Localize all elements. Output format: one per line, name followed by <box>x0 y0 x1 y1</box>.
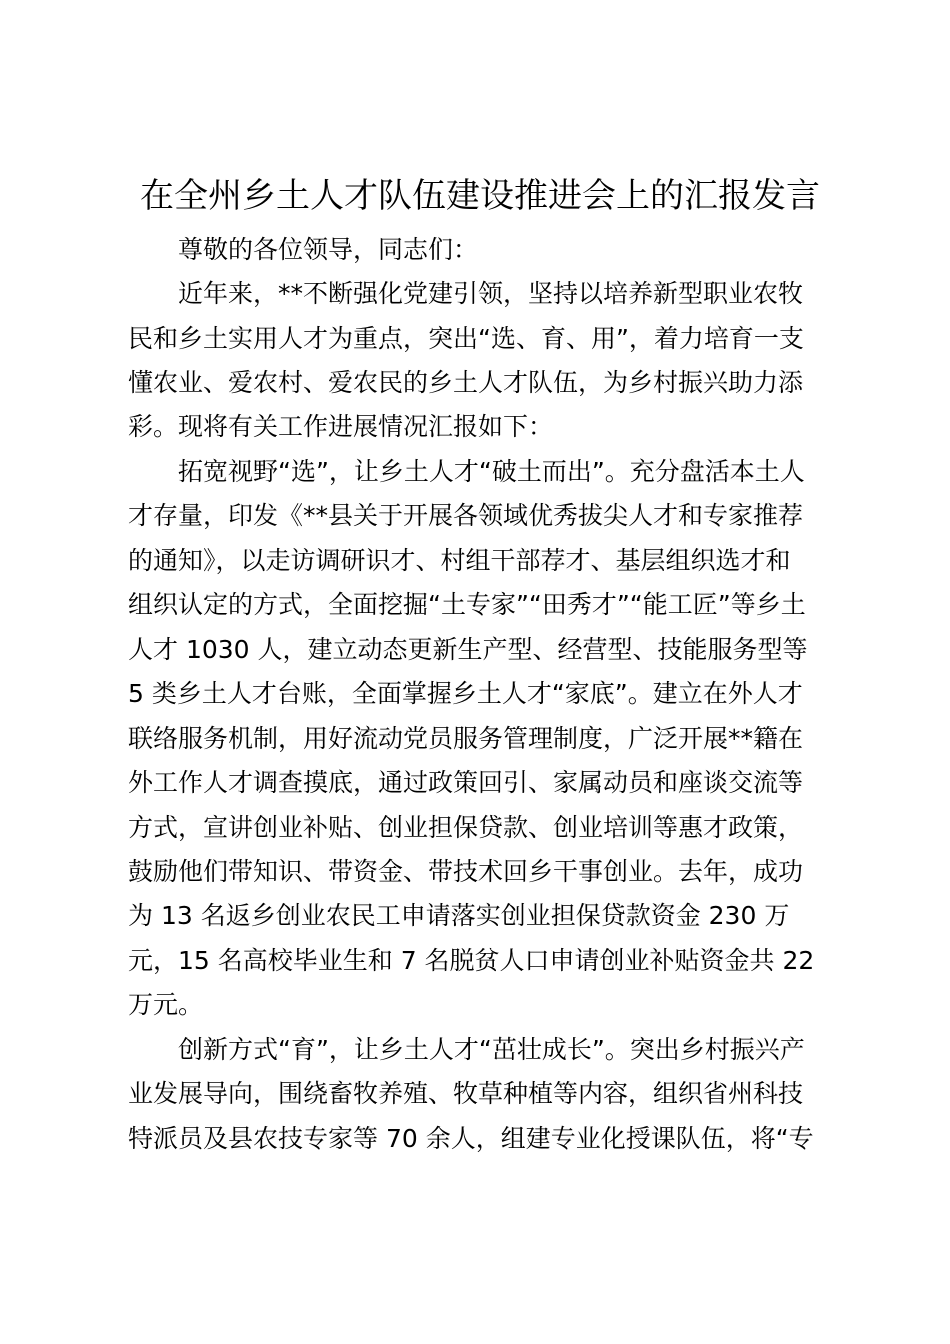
paragraph-line: 的通知》，以走访调研识才、村组干部荐才、基层组织选才和 <box>128 546 791 575</box>
paragraph-line: 彩。现将有关工作进展情况汇报如下： <box>128 412 554 441</box>
paragraph-line: 近年来，**不断强化党建引领，坚持以培养新型职业农牧 <box>178 279 804 308</box>
greeting: 尊敬的各位领导，同志们： <box>178 235 479 264</box>
paragraph-line: 懂农业、爱农村、爱农民的乡土人才队伍，为乡村振兴助力添 <box>128 368 804 397</box>
paragraph-line: 鼓励他们带知识、带资金、带技术回乡干事创业。去年，成功 <box>128 857 804 886</box>
paragraph-line: 联络服务机制，用好流动党员服务管理制度，广泛开展**籍在 <box>128 724 804 753</box>
paragraph-line: 为 13 名返乡创业农民工申请落实创业担保贷款资金 230 万 <box>128 901 790 930</box>
paragraph-line: 5 类乡土人才台账，全面掌握乡土人才“家底”。建立在外人才 <box>128 679 803 708</box>
paragraph-line: 业发展导向，围绕畜牧养殖、牧草种植等内容，组织省州科技 <box>128 1079 804 1108</box>
paragraph-line: 元，15 名高校毕业生和 7 名脱贫人口申请创业补贴资金共 22 <box>128 946 815 975</box>
paragraph-line: 外工作人才调查摸底，通过政策回引、家属动员和座谈交流等 <box>128 768 804 797</box>
paragraph-line: 拓宽视野“选”，让乡土人才“破土而出”。充分盘活本土人 <box>178 457 805 486</box>
document-title: 在全州乡土人才队伍建设推进会上的汇报发言 <box>140 176 820 216</box>
paragraph-line: 民和乡土实用人才为重点，突出“选、育、用”，着力培育一支 <box>128 324 804 353</box>
paragraph-line: 人才 1030 人，建立动态更新生产型、经营型、技能服务型等 <box>128 635 808 664</box>
paragraph-line: 万元。 <box>128 990 204 1019</box>
paragraph-line: 创新方式“育”，让乡土人才“茁壮成长”。突出乡村振兴产 <box>178 1035 805 1064</box>
paragraph-line: 组织认定的方式，全面挖掘“土专家”“田秀才”“能工匠”等乡土 <box>128 590 806 619</box>
paragraph-line: 方式，宣讲创业补贴、创业担保贷款、创业培训等惠才政策， <box>128 813 804 842</box>
paragraph-line: 才存量，印发《**县关于开展各领域优秀拔尖人才和专家推荐 <box>128 501 804 530</box>
paragraph-line: 特派员及县农技专家等 70 余人，组建专业化授课队伍，将“专 <box>128 1124 814 1153</box>
